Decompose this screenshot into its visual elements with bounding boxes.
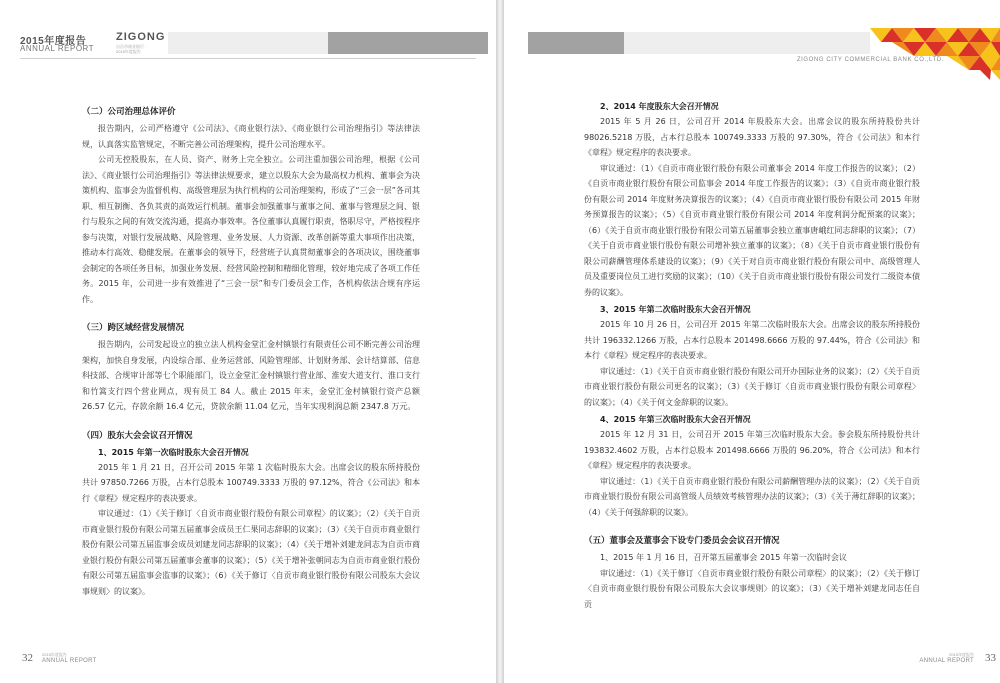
paragraph: 1、2015 年 1 月 16 日，召开第五届董事会 2015 年第一次临时会议: [600, 553, 847, 562]
header-divider: [20, 58, 476, 59]
section-heading-shareholder-meetings: （四）股东大会会议召开情况: [82, 430, 193, 441]
paragraph: 报告期内，公司发起设立的独立法人机构金堂汇金村镇银行有限责任公司不断完善公司治理架构，加快自身发展，内设综合部、业务运营部、风险管理部、计划财务部、会计结算部、信息科技部、合规审计部等七个职能部门，设立金堂汇金村镇银行营业部、淮安大道支行、淮口支行和竹篙支行四个营业网点，现有员工 84 人。截止 2015 年末，金堂汇金村镇银行资产总额 26.57 亿元，存款余额 16.4 亿元，贷款余额 11.04 亿元，当年实现利润总额 2347.8 万元。: [82, 340, 420, 411]
section-heading-board-meetings: （五）董事会及董事会下设专门委员会会议召开情况: [584, 536, 780, 546]
paragraph: 审议通过：（1）《关于修订〈自贡市商业银行股份有限公司章程〉的议案》；（2）《关于修订〈自贡市商业银行股份有限公司股东大会议事规则〉的议案》；（3）《关于增补刘建龙同志任自贡: [584, 568, 920, 609]
section-heading-governance: （二）公司治理总体评价: [82, 107, 176, 117]
right-page: [504, 0, 1000, 683]
footer-label-en: ANNUAL REPORT: [42, 658, 97, 664]
left-page-header: [20, 28, 476, 58]
header-gray-bar: [528, 32, 624, 54]
page-number: 32: [22, 652, 33, 664]
right-page-footer: [906, 650, 996, 670]
right-page-content: [584, 99, 920, 612]
paragraph: 2015 年 5 月 26 日，公司召开 2014 年股股东大会。出席会议的股东所持股份共计 98026.5218 万股，占本行总股本 100749.3333 万股的 97.30%，符合《公司法》和本行《章程》规定程序的表决要求。: [584, 117, 920, 157]
page-gutter: [496, 0, 504, 683]
left-page-footer: [22, 650, 142, 670]
bank-name-english: ZIGONG CITY COMMERCIAL BANK CO.,LTD.: [796, 57, 944, 63]
report-title: 2015年度报告: [20, 36, 87, 47]
city-name: ZIGONG: [116, 31, 166, 43]
page-number: 33: [985, 652, 996, 664]
subsection-title: 2、2014 年度股东大会召开情况: [600, 102, 719, 111]
footer-label-en: ANNUAL REPORT: [919, 658, 974, 664]
subsection-title: 3、2015 年第二次临时股东大会召开情况: [600, 305, 751, 314]
paragraph: 2015 年 12 月 31 日，公司召开 2015 年第三次临时股东大会。参会股东所持股份共计 193832.4602 万股，占本行总股本 201498.6666 万股的 96.20%，符合《公司法》和本行《章程》规定程序的表决要求。: [584, 430, 920, 470]
left-page: [0, 0, 496, 683]
paragraph: 审议通过：（1）《关于自贡市商业银行股份有限公司开办国际业务的议案》；（2）《关于自贡市商业银行股份有限公司更名的议案》；（3）《关于修订〈自贡市商业银行股份有限公司章程〉的议案》；（4）《关于何文金辞职的议案》。: [584, 366, 920, 407]
paragraph: 公司无控股股东，在人员、资产、财务上完全独立。公司注重加强公司治理，根据《公司法》、《商业银行公司治理指引》等法律法规要求，建立以股东大会为最高权力机构、董事会为决策机构、监事会为监督机构、高级管理层为执行机构的公司治理架构，形成了“三会一层”各司其职、相互制衡、各负其责的高效运行机制。董事会加强董事与董事之间、董事与管理层之间、银行与股东之间的有效交流沟通，提高办事效率。各位董事认真履行职责，恪职尽守，严格按程序参与决策，对银行发展战略、风险管理、业务发展、人力资源、改革创新等重大事项作出决策，推动本行高效、稳健发展。在董事会的领导下，经营班子认真贯彻董事会的各项决议，围绕董事会制定的各项任务目标，加强业务发展、经营风险控制和精细化管理，较好地完成了各项工作任务。2015 年，公司进一步有效推进了“三会一层”和专门委员会工作，各机构依法合规有序运作。: [82, 155, 420, 304]
paragraph: 审议通过：（1）《自贡市商业银行股份有限公司董事会 2014 年度工作报告的议案》；（2）《自贡市商业银行股份有限公司监事会 2014 年度工作报告的议案》；（3）《自贡市商业银行股份有限公司 2014 年度财务决算报告的议案》；（4）《自贡市商业银行股份有限公司 2015 年财务预算报告的议案》；（5）《自贡市商业银行股份有限公司 2014 年度利润分配预案的议案》；（6）《关于自贡市商业银行股份有限公司第五届董事会独立董事唐峨红同志辞职的议案》；（7）《关于自贡市商业银行股份有限公司增补独立董事的议案》；（8）《关于自贡市商业银行股份有限公司薪酬管理体系建设的议案》；（9）《关于对自贡市商业银行股份有限公司中、高级管理人员及重要岗位员工进行奖励的议案》；（10）《关于自贡市商业银行股份有限公司发行二级资本债券的议案》。: [584, 163, 920, 297]
header-gray-bar: [328, 32, 488, 54]
report-subtitle: ANNUAL REPORT: [20, 44, 95, 53]
paragraph: 审议通过：（1）《关于自贡市商业银行股份有限公司薪酬管理办法的议案》；（2）《关于自贡市商业银行股份有限公司高管级人员绩效考核管理办法的议案》；（3）《关于薄红辞职的议案》；（4）《关于何强辞职的议案》。: [584, 476, 920, 517]
paragraph: 审议通过：（1）《关于修订〈自贡市商业银行股份有限公司章程〉的议案》；（2）《关于自贡市商业银行股份有限公司第五届董事会成员王仁果同志辞职的议案》；（3）《关于自贡市商业银行股份有限公司第五届监事会成员刘建龙同志辞职的议案》；（4）《关于增补刘建龙同志为自贡市商业银行股份有限公司第五届董事会董事的议案》；（5）《关于增补张朝同志为自贡市商业银行股份有限公司第五届监事会监事的议案》；（6）《关于修订〈自贡市商业银行股份有限公司股东大会议事规则〉的议案》。: [82, 509, 420, 596]
section-heading-cross-region: （三）跨区域经营发展情况: [82, 323, 185, 333]
city-subtitle: 自贡市商业银行 · 2015年度报告: [116, 44, 147, 54]
header-light-bar: [624, 32, 870, 54]
header-light-bar: [168, 32, 328, 54]
subsection-title: 1、2015 年第一次临时股东大会召开情况: [98, 447, 249, 457]
footer-label-cn: 2015年度报告: [949, 652, 974, 657]
left-page-content: [82, 99, 420, 599]
paragraph: 2015 年 1 月 21 日，召开公司 2015 年第 1 次临时股东大会。出席会议的股东所持股份共计 97850.7266 万股，占本行总股本 100749.3333 万股的 97.12%，符合《公司法》和本行《章程》规定程序的表决要求。: [82, 462, 420, 503]
triangle-pattern-decoration: [870, 28, 1000, 80]
subsection-title: 4、2015 年第三次临时股东大会召开情况: [600, 415, 751, 424]
paragraph: 2015 年 10 月 26 日，公司召开 2015 年第二次临时股东大会。出席会议的股东所持股份共计 196332.1266 万股，占本行总股本 201498.6666 万股的 97.44%，符合《公司法》和本行《章程》规定程序的表决要求。: [584, 320, 920, 360]
footer-label-cn: 2015年度报告: [42, 652, 67, 657]
paragraph: 报告期内，公司严格遵守《公司法》、《商业银行法》、《商业银行公司治理指引》等法律法规，认真落实监管规定，不断完善公司治理架构，提升公司治理水平。: [82, 124, 420, 149]
